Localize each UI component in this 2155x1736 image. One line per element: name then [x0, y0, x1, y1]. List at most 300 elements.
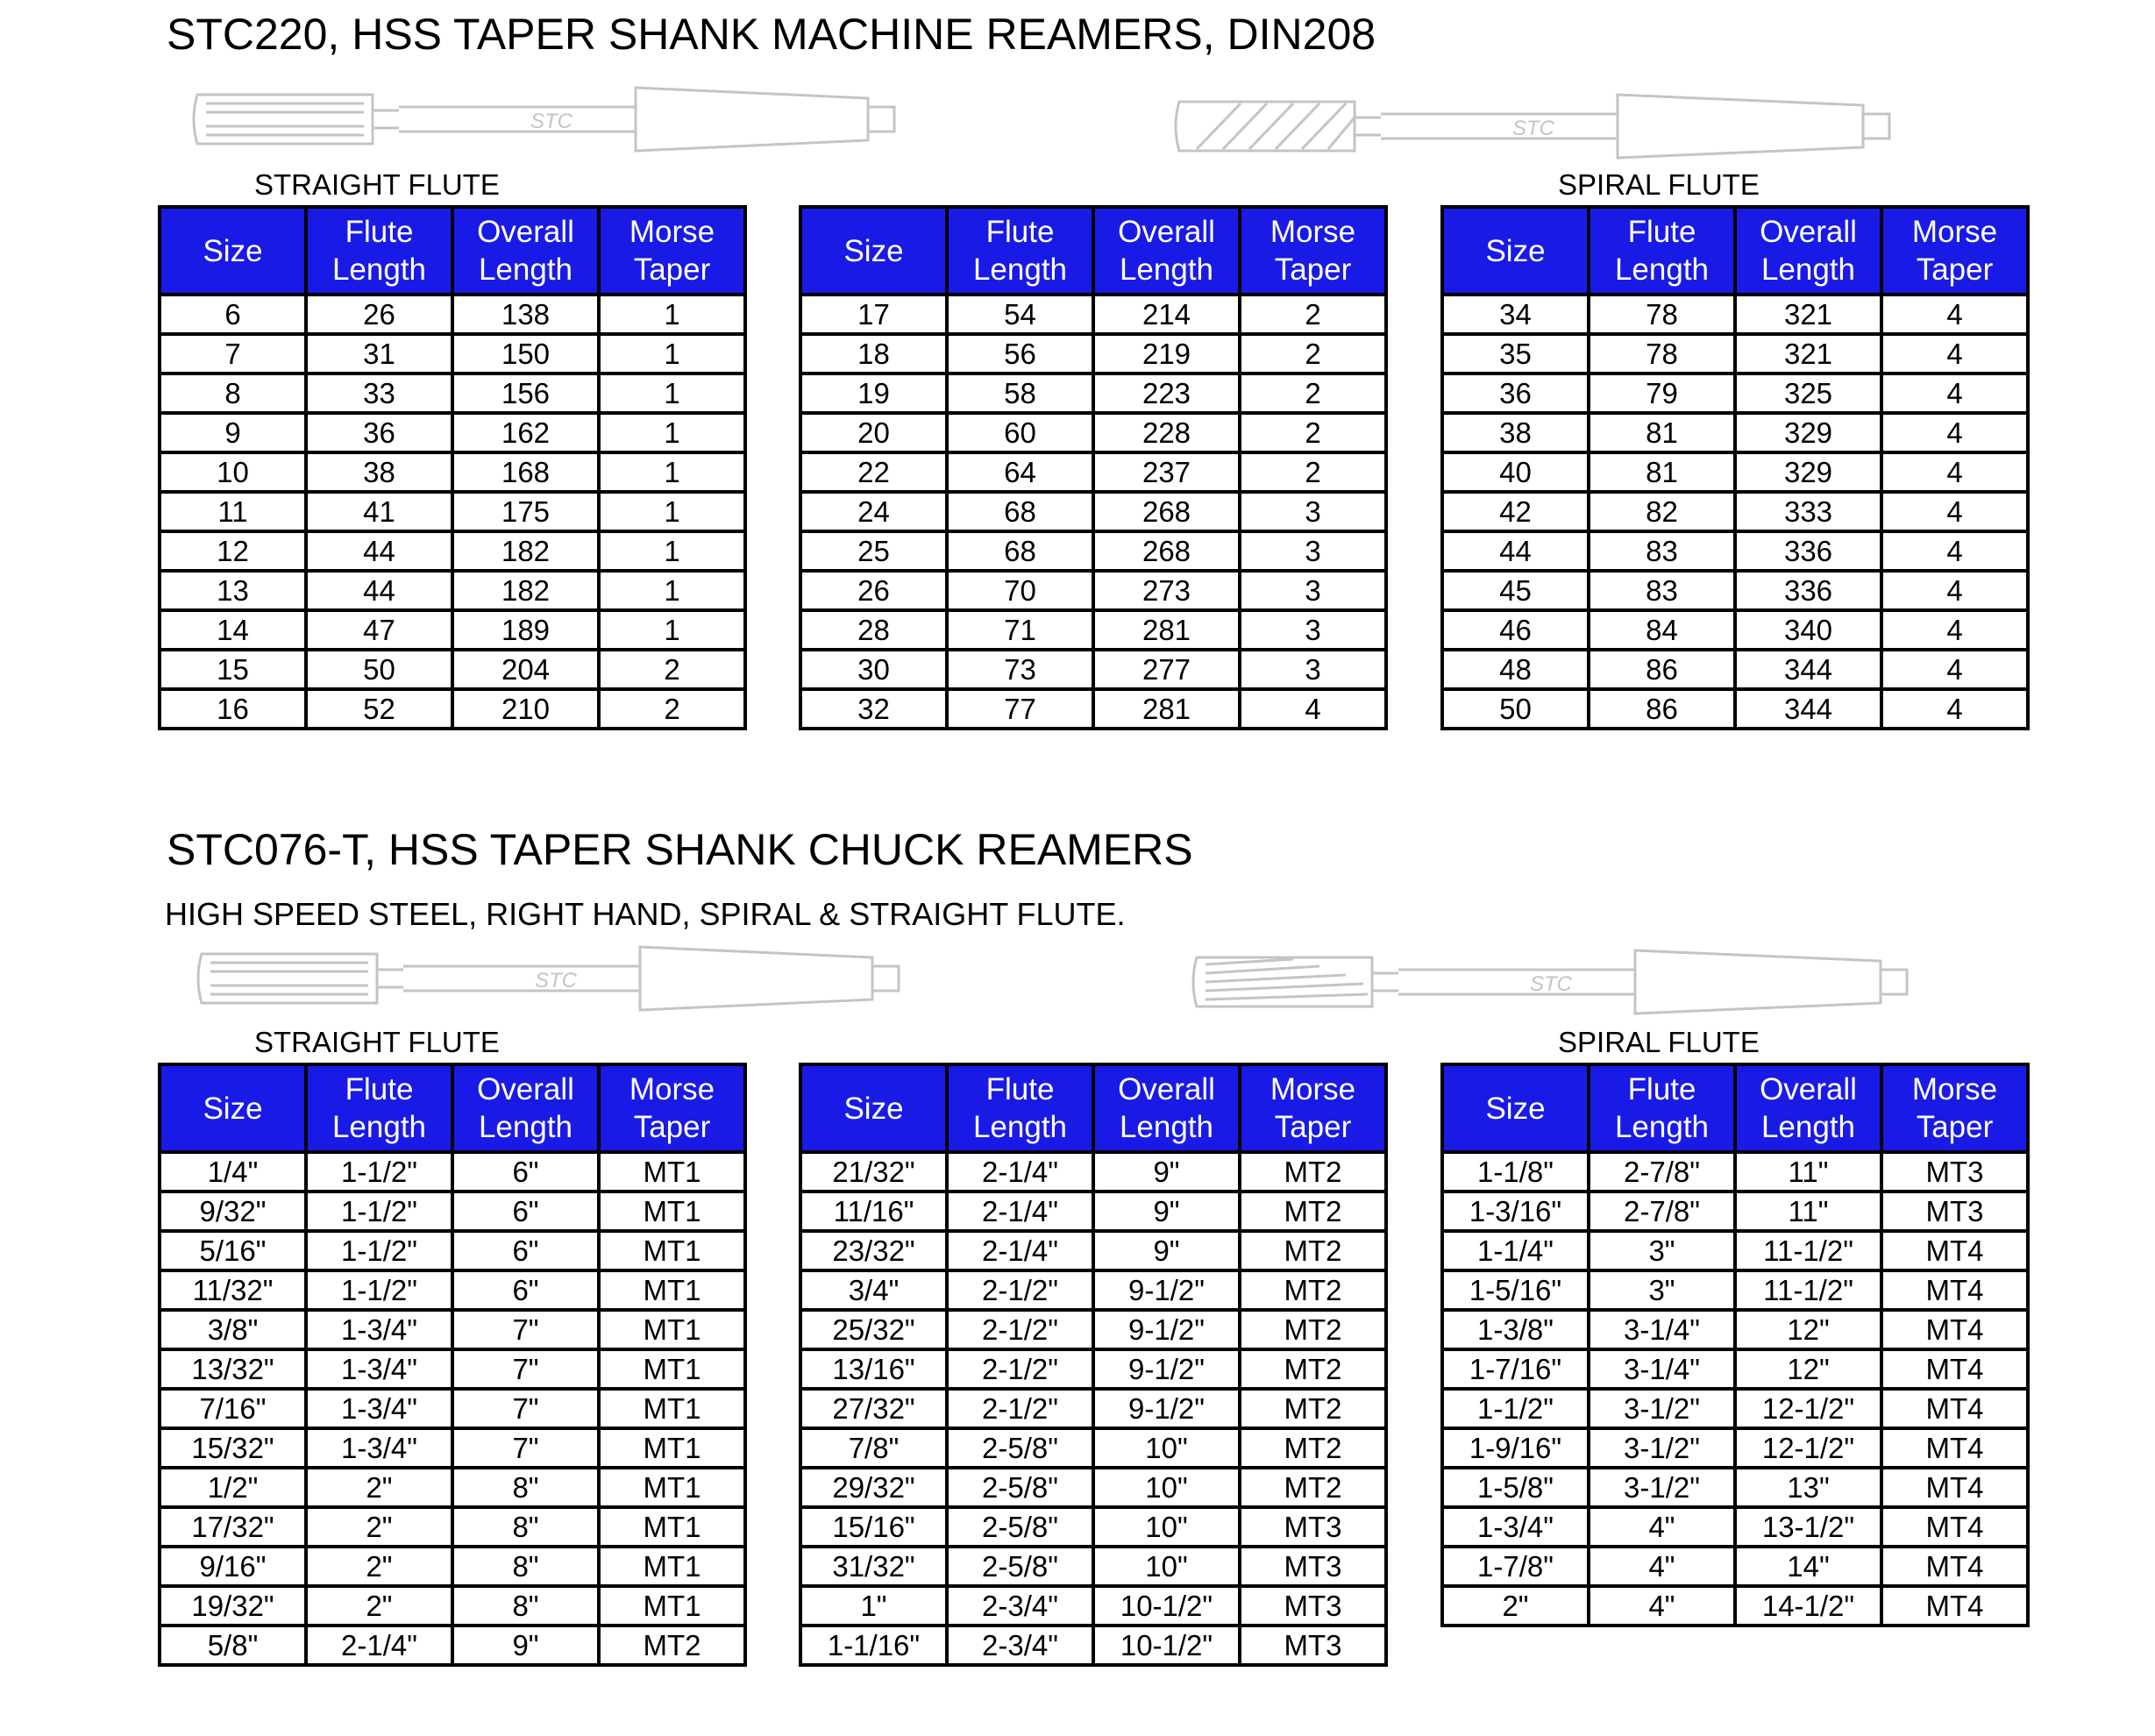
cell-overall-length: 7" [452, 1428, 599, 1468]
cell-overall-length: 156 [452, 374, 599, 413]
table-row [800, 295, 1386, 334]
cell-size: 17/32" [160, 1507, 306, 1547]
cell-flute-length: 41 [306, 492, 452, 531]
cell-flute-length: 1-3/4" [306, 1310, 452, 1349]
cell-overall-length: 7" [452, 1389, 599, 1428]
cell-size: 8 [160, 374, 306, 413]
cell-morse-taper: 3 [1240, 531, 1386, 571]
cell-overall-length: 6" [452, 1231, 599, 1270]
cell-morse-taper: MT3 [1881, 1192, 2028, 1231]
table-row [160, 1192, 745, 1231]
cell-overall-length: 10-1/2" [1093, 1586, 1240, 1626]
cell-size: 6 [160, 295, 306, 334]
section2-title: STC076-T, HSS TAPER SHANK CHUCK REAMERS [167, 825, 1193, 874]
table-row [160, 1349, 745, 1389]
cell-size: 44 [1442, 531, 1589, 571]
cell-flute-length: 2-1/4" [306, 1626, 452, 1665]
cell-overall-length: 189 [452, 610, 599, 650]
cell-flute-length: 78 [1589, 334, 1735, 374]
cell-morse-taper: MT1 [599, 1349, 745, 1389]
cell-flute-length: 26 [306, 295, 452, 334]
cell-overall-length: 12" [1735, 1310, 1881, 1349]
cell-overall-length: 219 [1093, 334, 1240, 374]
cell-size: 50 [1442, 689, 1589, 729]
cell-overall-length: 340 [1735, 610, 1881, 650]
cell-flute-length: 83 [1589, 531, 1735, 571]
cell-overall-length: 210 [452, 689, 599, 729]
cell-overall-length: 336 [1735, 571, 1881, 610]
cell-morse-taper: 2 [599, 650, 745, 689]
cell-morse-taper: MT1 [599, 1310, 745, 1349]
cell-overall-length: 281 [1093, 689, 1240, 729]
cell-flute-length: 79 [1589, 374, 1735, 413]
cell-size: 1" [800, 1586, 947, 1626]
chuck-reamer-table-1 [158, 1063, 747, 1667]
header-flute-length: Flute Length [1589, 1064, 1735, 1152]
table-row [800, 1507, 1386, 1547]
table-row [1442, 689, 2028, 729]
cell-size: 48 [1442, 650, 1589, 689]
table-row [160, 1626, 745, 1665]
cell-size: 15 [160, 650, 306, 689]
cell-flute-length: 4" [1589, 1507, 1735, 1547]
table-row [800, 1231, 1386, 1270]
cell-morse-taper: 2 [1240, 374, 1386, 413]
cell-size: 1-1/16" [800, 1626, 947, 1665]
header-flute-length: Flute Length [306, 1064, 452, 1152]
cell-size: 16 [160, 689, 306, 729]
cell-size: 15/32" [160, 1428, 306, 1468]
cell-morse-taper: MT2 [1240, 1152, 1386, 1192]
cell-size: 46 [1442, 610, 1589, 650]
cell-overall-length: 329 [1735, 413, 1881, 452]
cell-overall-length: 13" [1735, 1468, 1881, 1507]
cell-overall-length: 13-1/2" [1735, 1507, 1881, 1547]
cell-morse-taper: 3 [1240, 492, 1386, 531]
cell-overall-length: 268 [1093, 492, 1240, 531]
table-row [160, 1507, 745, 1547]
header-flute-length: Flute Length [1589, 207, 1735, 295]
cell-morse-taper: MT2 [599, 1626, 745, 1665]
table-row [1442, 1586, 2028, 1626]
cell-morse-taper: MT1 [599, 1428, 745, 1468]
cell-flute-length: 47 [306, 610, 452, 650]
spiral-flute-label: SPIRAL FLUTE [1558, 168, 1760, 201]
cell-overall-length: 8" [452, 1507, 599, 1547]
cell-size: 13 [160, 571, 306, 610]
table-row [800, 1310, 1386, 1349]
cell-overall-length: 10" [1093, 1428, 1240, 1468]
cell-morse-taper: 4 [1881, 571, 2028, 610]
cell-morse-taper: 3 [1240, 571, 1386, 610]
cell-flute-length: 3-1/4" [1589, 1310, 1735, 1349]
header-morse-taper: Morse Taper [599, 207, 745, 295]
cell-overall-length: 10" [1093, 1547, 1240, 1586]
cell-overall-length: 214 [1093, 295, 1240, 334]
cell-size: 9/32" [160, 1192, 306, 1231]
cell-morse-taper: MT1 [599, 1192, 745, 1231]
cell-size: 11/16" [800, 1192, 947, 1231]
cell-size: 9/16" [160, 1547, 306, 1586]
table-row [1442, 1270, 2028, 1310]
straight-flute-reamer-drawing [188, 84, 916, 154]
cell-overall-length: 10" [1093, 1507, 1240, 1547]
cell-flute-length: 56 [947, 334, 1093, 374]
cell-morse-taper: MT3 [1240, 1626, 1386, 1665]
cell-flute-length: 3" [1589, 1231, 1735, 1270]
cell-morse-taper: MT4 [1881, 1389, 2028, 1428]
cell-size: 3/4" [800, 1270, 947, 1310]
cell-morse-taper: MT4 [1881, 1586, 2028, 1626]
cell-morse-taper: 2 [1240, 413, 1386, 452]
cell-size: 28 [800, 610, 947, 650]
cell-overall-length: 182 [452, 571, 599, 610]
cell-morse-taper: MT1 [599, 1507, 745, 1547]
cell-size: 26 [800, 571, 947, 610]
machine-reamer-table-3 [1440, 205, 2030, 730]
spiral-flute-reamer-drawing [1170, 91, 1907, 161]
header-size: Size [800, 1064, 947, 1152]
cell-morse-taper: 1 [599, 492, 745, 531]
cell-size: 13/16" [800, 1349, 947, 1389]
table-row [1442, 1310, 2028, 1349]
cell-overall-length: 344 [1735, 650, 1881, 689]
cell-flute-length: 1-1/2" [306, 1152, 452, 1192]
cell-overall-length: 182 [452, 531, 599, 571]
table-row [1442, 1468, 2028, 1507]
cell-flute-length: 1-3/4" [306, 1428, 452, 1468]
cell-flute-length: 2-3/4" [947, 1586, 1093, 1626]
cell-size: 17 [800, 295, 947, 334]
cell-flute-length: 3-1/4" [1589, 1349, 1735, 1389]
table-row [160, 1270, 745, 1310]
cell-morse-taper: MT3 [1881, 1152, 2028, 1192]
cell-size: 19 [800, 374, 947, 413]
table-row [1442, 295, 2028, 334]
cell-flute-length: 1-1/2" [306, 1270, 452, 1310]
cell-overall-length: 10" [1093, 1468, 1240, 1507]
cell-size: 24 [800, 492, 947, 531]
cell-overall-length: 204 [452, 650, 599, 689]
table-row [1442, 1152, 2028, 1192]
cell-morse-taper: 4 [1881, 452, 2028, 492]
cell-morse-taper: MT4 [1881, 1468, 2028, 1507]
machine-reamer-table-1 [158, 205, 747, 730]
cell-morse-taper: MT2 [1240, 1389, 1386, 1428]
table-row [1442, 1389, 2028, 1428]
table-row [800, 650, 1386, 689]
cell-size: 1-3/16" [1442, 1192, 1589, 1231]
table-row [800, 374, 1386, 413]
cell-size: 45 [1442, 571, 1589, 610]
table-row [160, 1231, 745, 1270]
table-row [160, 531, 745, 571]
cell-size: 23/32" [800, 1231, 947, 1270]
cell-flute-length: 1-3/4" [306, 1349, 452, 1389]
table-row [800, 334, 1386, 374]
table-row [1442, 650, 2028, 689]
table-row [800, 1389, 1386, 1428]
table-header-row [1442, 207, 2028, 295]
cell-overall-length: 9" [1093, 1192, 1240, 1231]
cell-flute-length: 86 [1589, 650, 1735, 689]
cell-overall-length: 175 [452, 492, 599, 531]
cell-morse-taper: 1 [599, 452, 745, 492]
machine-reamer-table-2 [799, 205, 1388, 730]
cell-size: 35 [1442, 334, 1589, 374]
cell-size: 1-1/2" [1442, 1389, 1589, 1428]
cell-flute-length: 36 [306, 413, 452, 452]
table-row [1442, 1349, 2028, 1389]
table-row [1442, 610, 2028, 650]
cell-morse-taper: MT4 [1881, 1428, 2028, 1468]
cell-overall-length: 12-1/2" [1735, 1389, 1881, 1428]
table-row [800, 1468, 1386, 1507]
cell-size: 9 [160, 413, 306, 452]
cell-morse-taper: MT1 [599, 1389, 745, 1428]
cell-overall-length: 11" [1735, 1192, 1881, 1231]
cell-morse-taper: 2 [599, 689, 745, 729]
cell-flute-length: 1-1/2" [306, 1231, 452, 1270]
cell-flute-length: 33 [306, 374, 452, 413]
cell-size: 38 [1442, 413, 1589, 452]
header-size: Size [1442, 1064, 1589, 1152]
cell-size: 5/8" [160, 1626, 306, 1665]
table-row [160, 1547, 745, 1586]
table-row [800, 1626, 1386, 1665]
cell-flute-length: 83 [1589, 571, 1735, 610]
cell-flute-length: 2-1/4" [947, 1231, 1093, 1270]
cell-flute-length: 77 [947, 689, 1093, 729]
cell-flute-length: 81 [1589, 413, 1735, 452]
header-morse-taper: Morse Taper [1881, 207, 2028, 295]
cell-size: 34 [1442, 295, 1589, 334]
table-row [800, 610, 1386, 650]
cell-morse-taper: MT3 [1240, 1547, 1386, 1586]
cell-morse-taper: MT2 [1240, 1310, 1386, 1349]
cell-flute-length: 44 [306, 571, 452, 610]
cell-overall-length: 281 [1093, 610, 1240, 650]
section1-title: STC220, HSS TAPER SHANK MACHINE REAMERS, DIN208 [167, 10, 1376, 59]
cell-flute-length: 4" [1589, 1586, 1735, 1626]
table-row [1442, 1231, 2028, 1270]
cell-overall-length: 9-1/2" [1093, 1349, 1240, 1389]
table-row [160, 452, 745, 492]
table-row [160, 1586, 745, 1626]
cell-morse-taper: 2 [1240, 452, 1386, 492]
cell-flute-length: 38 [306, 452, 452, 492]
cell-morse-taper: MT4 [1881, 1349, 2028, 1389]
cell-morse-taper: 1 [599, 531, 745, 571]
cell-overall-length: 9" [1093, 1231, 1240, 1270]
cell-size: 22 [800, 452, 947, 492]
cell-morse-taper: MT1 [599, 1468, 745, 1507]
drawing-mark: STC [1530, 972, 1572, 996]
cell-morse-taper: MT4 [1881, 1231, 2028, 1270]
cell-overall-length: 11" [1735, 1152, 1881, 1192]
cell-overall-length: 336 [1735, 531, 1881, 571]
table-row [1442, 334, 2028, 374]
cell-flute-length: 68 [947, 492, 1093, 531]
cell-morse-taper: 4 [1881, 610, 2028, 650]
cell-morse-taper: MT4 [1881, 1507, 2028, 1547]
cell-overall-length: 10-1/2" [1093, 1626, 1240, 1665]
cell-overall-length: 9-1/2" [1093, 1389, 1240, 1428]
cell-morse-taper: 1 [599, 413, 745, 452]
cell-flute-length: 3-1/2" [1589, 1468, 1735, 1507]
table-row [1442, 1192, 2028, 1231]
cell-flute-length: 1-3/4" [306, 1389, 452, 1428]
cell-overall-length: 9" [452, 1626, 599, 1665]
table-row [1442, 452, 2028, 492]
straight-flute-label: STRAIGHT FLUTE [254, 1026, 500, 1058]
cell-size: 1-1/8" [1442, 1152, 1589, 1192]
cell-overall-length: 268 [1093, 531, 1240, 571]
header-overall-length: Overall Length [452, 207, 599, 295]
cell-size: 7 [160, 334, 306, 374]
cell-overall-length: 237 [1093, 452, 1240, 492]
cell-morse-taper: MT2 [1240, 1428, 1386, 1468]
cell-size: 32 [800, 689, 947, 729]
cell-overall-length: 8" [452, 1547, 599, 1586]
header-size: Size [160, 207, 306, 295]
header-morse-taper: Morse Taper [1240, 1064, 1386, 1152]
table-header-row [160, 1064, 745, 1152]
cell-overall-length: 6" [452, 1152, 599, 1192]
cell-size: 29/32" [800, 1468, 947, 1507]
cell-flute-length: 2-5/8" [947, 1468, 1093, 1507]
cell-size: 18 [800, 334, 947, 374]
cell-size: 14 [160, 610, 306, 650]
straight-flute-reamer-drawing [193, 943, 921, 1014]
cell-flute-length: 2-1/2" [947, 1310, 1093, 1349]
cell-flute-length: 2-1/2" [947, 1389, 1093, 1428]
cell-size: 1-1/4" [1442, 1231, 1589, 1270]
cell-size: 1-3/4" [1442, 1507, 1589, 1547]
cell-flute-length: 2" [306, 1468, 452, 1507]
cell-overall-length: 7" [452, 1310, 599, 1349]
table-row [160, 1310, 745, 1349]
table-row [1442, 531, 2028, 571]
table-header-row [1442, 1064, 2028, 1152]
cell-morse-taper: MT3 [1240, 1507, 1386, 1547]
table-row [160, 334, 745, 374]
cell-size: 3/8" [160, 1310, 306, 1349]
cell-flute-length: 52 [306, 689, 452, 729]
cell-flute-length: 2-5/8" [947, 1507, 1093, 1547]
cell-flute-length: 70 [947, 571, 1093, 610]
cell-flute-length: 60 [947, 413, 1093, 452]
cell-morse-taper: MT1 [599, 1586, 745, 1626]
table-row [160, 689, 745, 729]
table-row [1442, 1507, 2028, 1547]
table-row [160, 610, 745, 650]
cell-size: 27/32" [800, 1389, 947, 1428]
cell-overall-length: 344 [1735, 689, 1881, 729]
table-header-row [160, 207, 745, 295]
cell-size: 10 [160, 452, 306, 492]
cell-size: 2" [1442, 1586, 1589, 1626]
cell-morse-taper: MT1 [599, 1231, 745, 1270]
table-row [160, 1389, 745, 1428]
cell-size: 1/4" [160, 1152, 306, 1192]
cell-flute-length: 81 [1589, 452, 1735, 492]
straight-flute-label: STRAIGHT FLUTE [254, 168, 500, 201]
table-row [160, 571, 745, 610]
cell-flute-length: 2-1/4" [947, 1192, 1093, 1231]
cell-flute-length: 2-3/4" [947, 1626, 1093, 1665]
cell-overall-length: 321 [1735, 295, 1881, 334]
cell-flute-length: 2" [306, 1507, 452, 1547]
cell-flute-length: 1-1/2" [306, 1192, 452, 1231]
cell-overall-length: 6" [452, 1270, 599, 1310]
cell-flute-length: 2-1/2" [947, 1270, 1093, 1310]
table-row [1442, 1547, 2028, 1586]
table-row [800, 689, 1386, 729]
cell-morse-taper: 4 [1881, 334, 2028, 374]
table-row [800, 531, 1386, 571]
cell-morse-taper: 4 [1881, 413, 2028, 452]
cell-size: 1-7/8" [1442, 1547, 1589, 1586]
header-size: Size [160, 1064, 306, 1152]
cell-morse-taper: MT2 [1240, 1270, 1386, 1310]
cell-flute-length: 3-1/2" [1589, 1389, 1735, 1428]
table-row [160, 492, 745, 531]
cell-size: 1-7/16" [1442, 1349, 1589, 1389]
cell-flute-length: 2" [306, 1586, 452, 1626]
cell-morse-taper: MT2 [1240, 1192, 1386, 1231]
cell-flute-length: 2-7/8" [1589, 1152, 1735, 1192]
cell-flute-length: 2-1/4" [947, 1152, 1093, 1192]
cell-overall-length: 273 [1093, 571, 1240, 610]
cell-overall-length: 9-1/2" [1093, 1310, 1240, 1349]
cell-size: 20 [800, 413, 947, 452]
cell-size: 5/16" [160, 1231, 306, 1270]
cell-size: 11/32" [160, 1270, 306, 1310]
cell-size: 19/32" [160, 1586, 306, 1626]
table-row [800, 413, 1386, 452]
cell-size: 12 [160, 531, 306, 571]
section2-subtitle: HIGH SPEED STEEL, RIGHT HAND, SPIRAL & STRAIGHT FLUTE. [165, 896, 1126, 932]
cell-size: 21/32" [800, 1152, 947, 1192]
cell-overall-length: 150 [452, 334, 599, 374]
header-size: Size [800, 207, 947, 295]
table-row [1442, 374, 2028, 413]
cell-size: 42 [1442, 492, 1589, 531]
cell-size: 31/32" [800, 1547, 947, 1586]
cell-morse-taper: MT2 [1240, 1468, 1386, 1507]
table-row [160, 295, 745, 334]
drawing-mark: STC [530, 110, 573, 133]
cell-morse-taper: 2 [1240, 334, 1386, 374]
cell-morse-taper: 4 [1881, 374, 2028, 413]
table-row [800, 1270, 1386, 1310]
cell-flute-length: 3-1/2" [1589, 1428, 1735, 1468]
cell-morse-taper: 4 [1881, 531, 2028, 571]
table-row [160, 1152, 745, 1192]
header-flute-length: Flute Length [947, 207, 1093, 295]
cell-flute-length: 4" [1589, 1547, 1735, 1586]
cell-overall-length: 11-1/2" [1735, 1231, 1881, 1270]
cell-overall-length: 8" [452, 1468, 599, 1507]
cell-flute-length: 84 [1589, 610, 1735, 650]
table-row [800, 1547, 1386, 1586]
cell-overall-length: 14" [1735, 1547, 1881, 1586]
cell-morse-taper: 1 [599, 374, 745, 413]
table-header-row [800, 207, 1386, 295]
cell-overall-length: 223 [1093, 374, 1240, 413]
spiral-flute-reamer-drawing [1188, 947, 1924, 1017]
